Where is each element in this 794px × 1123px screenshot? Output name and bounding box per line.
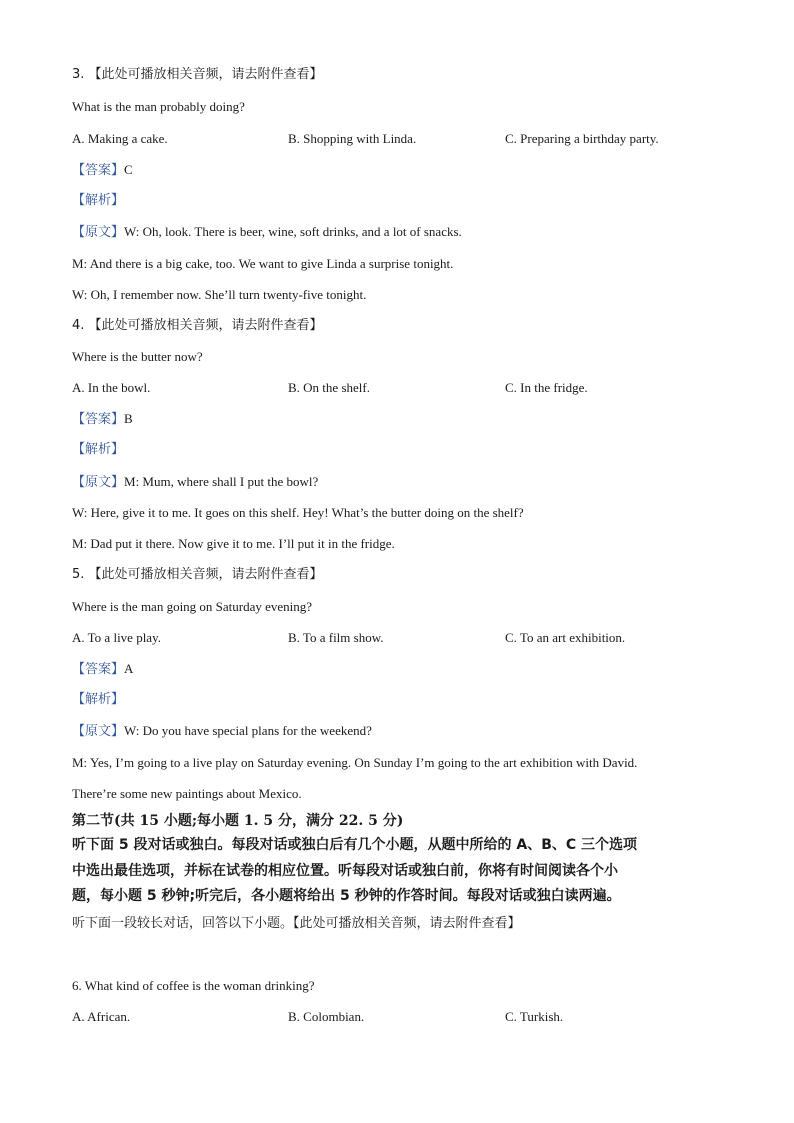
q4-analysis-tag: 【解析】 — [72, 442, 125, 457]
q4-option-a: A. In the bowl. — [72, 380, 151, 395]
section-title: 第二节(共 15 小题;每小题 1. 5 分，满分 22. 5 分) — [72, 813, 404, 829]
transcript-tag: 【原文】 — [72, 724, 125, 739]
q5-transcript-line: M: Yes, I’m going to a live play on Saturday evening. On Sunday I’m going to the art exhibition with David. — [72, 755, 638, 770]
answer-value: A — [124, 661, 134, 676]
q3-option-b: B. Shopping with Linda. — [288, 131, 417, 146]
q6-option-a: A. African. — [72, 1009, 131, 1024]
q3-transcript-line: W: Oh, I remember now. She’ll turn twenty-five tonight. — [72, 287, 367, 302]
q3-question: What is the man probably doing? — [72, 99, 245, 114]
q4-option-b: B. On the shelf. — [288, 380, 370, 395]
q5-question: Where is the man going on Saturday evening? — [72, 599, 313, 614]
answer-value: B — [124, 411, 133, 426]
q3-transcript-line — [72, 223, 462, 242]
transcript-tag: 【原文】 — [72, 475, 125, 490]
q5-header: 5. 【此处可播放相关音频，请去附件查看】 — [72, 567, 323, 582]
answer-tag: 【答案】 — [72, 412, 125, 427]
q3-analysis-tag: 【解析】 — [72, 193, 125, 208]
q4-transcript-line — [72, 473, 318, 492]
answer-tag: 【答案】 — [72, 163, 125, 178]
section-instructions-line: 中选出最佳选项，并标在试卷的相应位置。听每段对话或独白前，你将有时间阅读各个小 — [72, 863, 618, 879]
answer-tag: 【答案】 — [72, 662, 125, 677]
q6-question: 6. What kind of coffee is the woman drinking? — [72, 978, 315, 993]
transcript-tag: 【原文】 — [72, 225, 125, 240]
answer-value: C — [124, 162, 133, 177]
q4-transcript-line: M: Dad put it there. Now give it to me. I’ll put it in the fridge. — [72, 536, 395, 551]
q5-option-b: B. To a film show. — [288, 630, 384, 645]
transcript-text: M: Mum, where shall I put the bowl? — [124, 474, 319, 489]
q3-option-c: C. Preparing a birthday party. — [505, 131, 659, 146]
q4-question: Where is the butter now? — [72, 349, 203, 364]
q5-transcript-line — [72, 722, 372, 741]
q3-transcript-line: M: And there is a big cake, too. We want to give Linda a surprise tonight. — [72, 256, 454, 271]
q5-answer — [72, 660, 133, 679]
transcript-text: W: Do you have special plans for the weekend? — [124, 723, 372, 738]
section-instructions-line: 听下面 5 段对话或独白。每段对话或独白后有几个小题，从题中所给的 A、B、C 三个选项 — [72, 837, 638, 853]
q3-answer — [72, 161, 133, 180]
q6-option-b: B. Colombian. — [288, 1009, 365, 1024]
q4-header: 4. 【此处可播放相关音频，请去附件查看】 — [72, 318, 323, 333]
transcript-text: W: Oh, look. There is beer, wine, soft drinks, and a lot of snacks. — [124, 224, 462, 239]
q5-option-c: C. To an art exhibition. — [505, 630, 626, 645]
q3-option-a: A. Making a cake. — [72, 131, 168, 146]
section-instructions-line: 题，每小题 5 秒钟;听完后，各小题将给出 5 秒钟的作答时间。每段对话或独白读两遍。 — [72, 888, 621, 904]
q4-answer — [72, 410, 133, 429]
q3-header: 3. 【此处可播放相关音频，请去附件查看】 — [72, 67, 323, 82]
q5-option-a: A. To a live play. — [72, 630, 161, 645]
q4-option-c: C. In the fridge. — [505, 380, 588, 395]
q5-analysis-tag: 【解析】 — [72, 692, 125, 707]
listen-prompt: 听下面一段较长对话，回答以下小题。【此处可播放相关音频，请去附件查看】 — [72, 916, 521, 931]
q4-transcript-line: W: Here, give it to me. It goes on this shelf. Hey! What’s the butter doing on the shelf? — [72, 505, 524, 520]
q6-option-c: C. Turkish. — [505, 1009, 564, 1024]
q5-transcript-line: There’re some new paintings about Mexico. — [72, 786, 302, 801]
